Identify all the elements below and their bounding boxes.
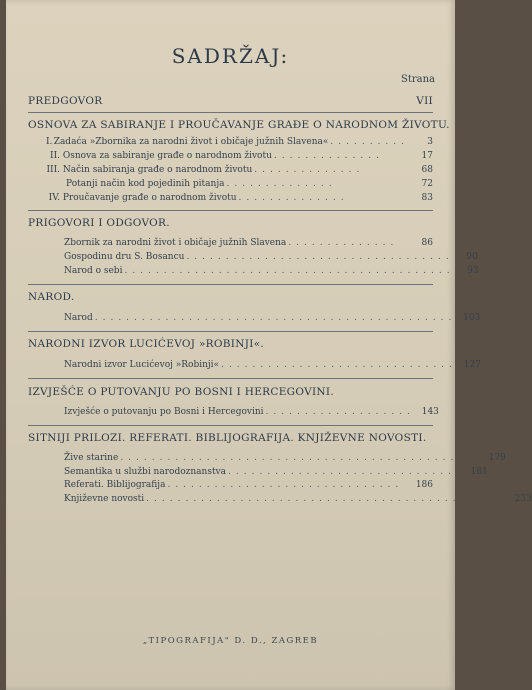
section-heading-osnova: OSNOVA ZA SABIRANJE I PROUČAVANJE GRAĐE O NARODNOM ŽIVOTU. (28, 119, 450, 131)
toc-entry: Književne novosti .............................................. 233 (64, 494, 532, 504)
divider (28, 112, 433, 113)
toc-entry: Narodni izvor Lucićevoj »Robinji« .............................. 127 (64, 360, 481, 370)
toc-entry: Referati. Biblijografija .............................. 186 (64, 480, 433, 490)
section-heading-izvjesce: IZVJEŠĆE O PUTOVANJU PO BOSNI I HERCEGOVINI. (28, 386, 334, 398)
toc-entry: Narod o sebi .......................................... 93 (64, 266, 479, 276)
section-heading-narodni-izvor: NARODNI IZVOR LUCIĆEVOJ »ROBINJI«. (28, 338, 265, 350)
toc-entry: Žive starine .............................................. 179 (64, 453, 506, 463)
toc-entry: Gospodinu dru S. Bosancu .................................. 90 (64, 252, 478, 262)
section-heading-predgovor: PREDGOVOR VII (28, 95, 433, 107)
toc-entry: II. Osnova za sabiranje građe o narodnom životu .............. 17 (50, 151, 433, 161)
book-page (6, 0, 532, 690)
section-heading-narod: NAROD. (28, 291, 75, 303)
section-page: VII (416, 95, 433, 107)
section-heading-sitniji-prilozi: SITNIJI PRILOZI. REFERATI. BIBLIJOGRAFIJA. KNJIŽEVNE NOVOSTI. (28, 432, 427, 444)
toc-entry: I. Zadaća »Zbornika za narodni život i običaje južnih Slavena« .......... 3 (46, 137, 433, 147)
divider (28, 378, 433, 379)
divider (28, 331, 433, 332)
page-title: SADRŽAJ: (171, 44, 290, 68)
divider (28, 425, 433, 426)
divider (28, 210, 433, 211)
toc-entry: Izvješće o putovanju po Bosni i Hercegovini ................... 143 (64, 407, 439, 417)
divider (28, 284, 433, 285)
strana-label: Strana (400, 74, 435, 85)
toc-entry: Narod .............................................. 103 (64, 313, 481, 323)
toc-entry: Potanji način kod pojedinih pitanja .............. 72 (66, 179, 433, 189)
toc-entry: Zbornik za narodni život i običaje južnih Slavena .............. 86 (64, 238, 433, 248)
printer-imprint: „TIPOGRAFIJA" D. D., ZAGREB (142, 636, 319, 646)
section-heading-prigovori: PRIGOVORI I ODGOVOR. (28, 217, 170, 229)
toc-entry: Semantika u službi narodoznanstva .............................. 181 (64, 467, 488, 477)
toc-entry: IV. Proučavanje građe o narodnom životu .............. 83 (48, 193, 433, 203)
toc-entry: III. Način sabiranja građe o narodnom životu .............. 68 (46, 165, 433, 175)
